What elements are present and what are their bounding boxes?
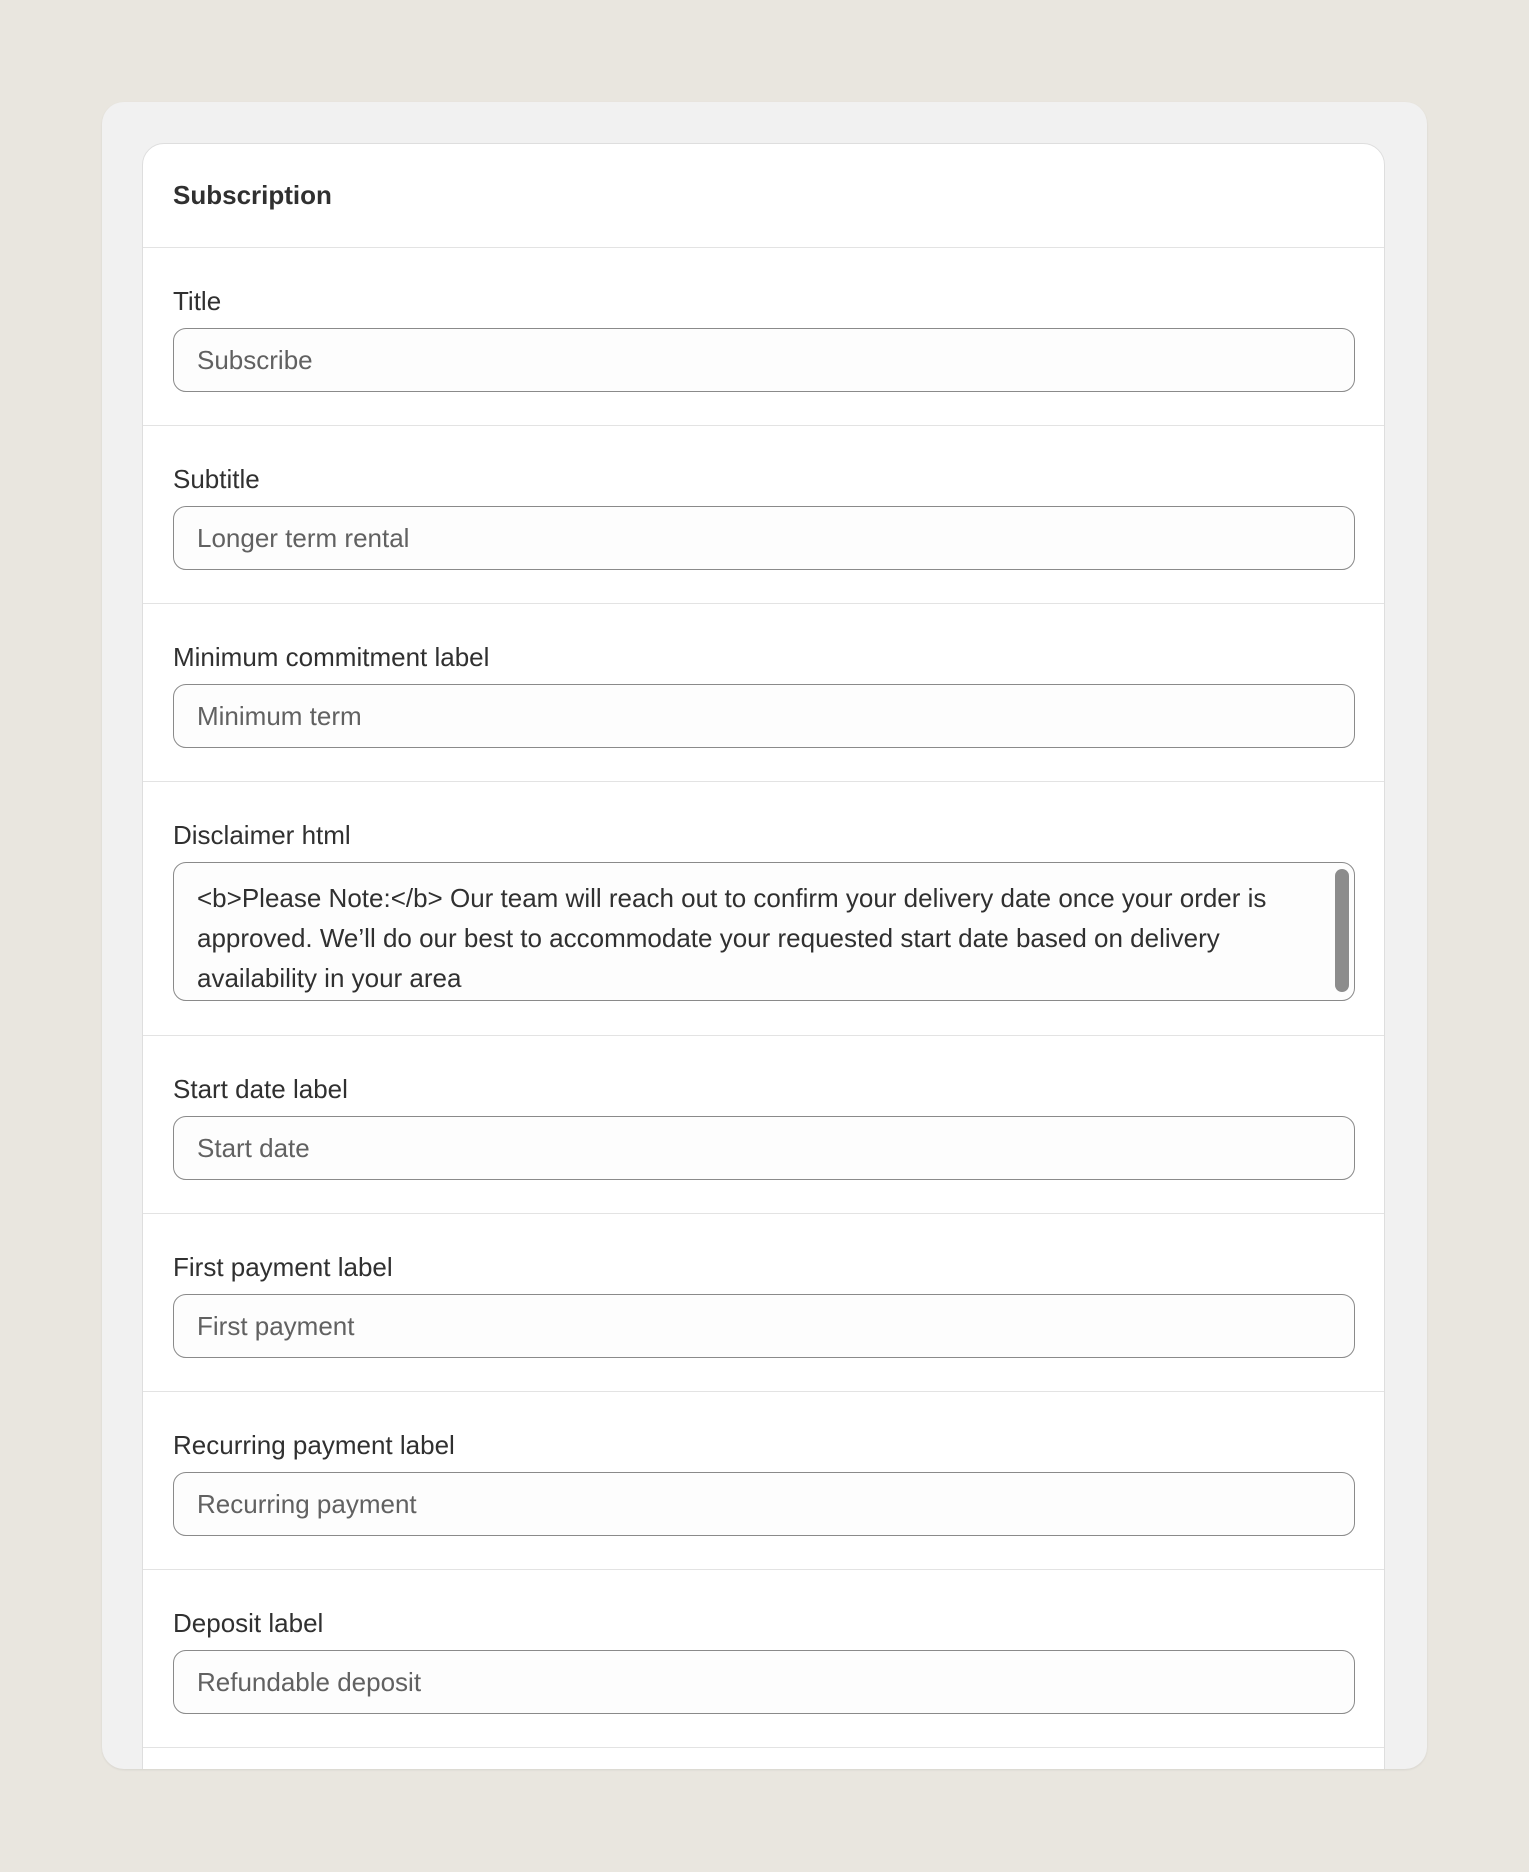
disclaimer-textarea[interactable] xyxy=(174,863,1354,1000)
title-label: Title xyxy=(173,286,222,316)
subtitle-field-group xyxy=(143,426,1384,604)
deposit-label: Deposit label xyxy=(173,1608,324,1638)
title-field-group xyxy=(143,248,1384,426)
subtitle-label: Subtitle xyxy=(173,464,260,494)
card-header xyxy=(143,144,1384,248)
recurring-payment-input[interactable] xyxy=(173,1472,1355,1536)
start-date-field-group xyxy=(143,1036,1384,1214)
settings-panel xyxy=(102,102,1427,1769)
card-title: Subscription xyxy=(173,180,332,210)
subtitle-input[interactable] xyxy=(173,506,1355,570)
minimum-commitment-field-group xyxy=(143,604,1384,782)
disclaimer-label: Disclaimer html xyxy=(173,820,351,850)
first-payment-field-group xyxy=(143,1214,1384,1392)
deposit-field-group xyxy=(143,1570,1384,1748)
disclaimer-field-group xyxy=(143,782,1384,1036)
first-payment-label: First payment label xyxy=(173,1252,393,1282)
first-payment-input[interactable] xyxy=(173,1294,1355,1358)
start-date-label: Start date label xyxy=(173,1074,348,1104)
start-date-input[interactable] xyxy=(173,1116,1355,1180)
subscription-card xyxy=(142,143,1385,1769)
minimum-commitment-input[interactable] xyxy=(173,684,1355,748)
deposit-input[interactable] xyxy=(173,1650,1355,1714)
recurring-payment-label: Recurring payment label xyxy=(173,1430,455,1460)
minimum-commitment-label: Minimum commitment label xyxy=(173,642,490,672)
disclaimer-textarea-wrapper xyxy=(173,862,1355,1001)
recurring-payment-field-group xyxy=(143,1392,1384,1570)
title-input[interactable] xyxy=(173,328,1355,392)
disclaimer-scrollbar[interactable] xyxy=(1335,869,1349,992)
